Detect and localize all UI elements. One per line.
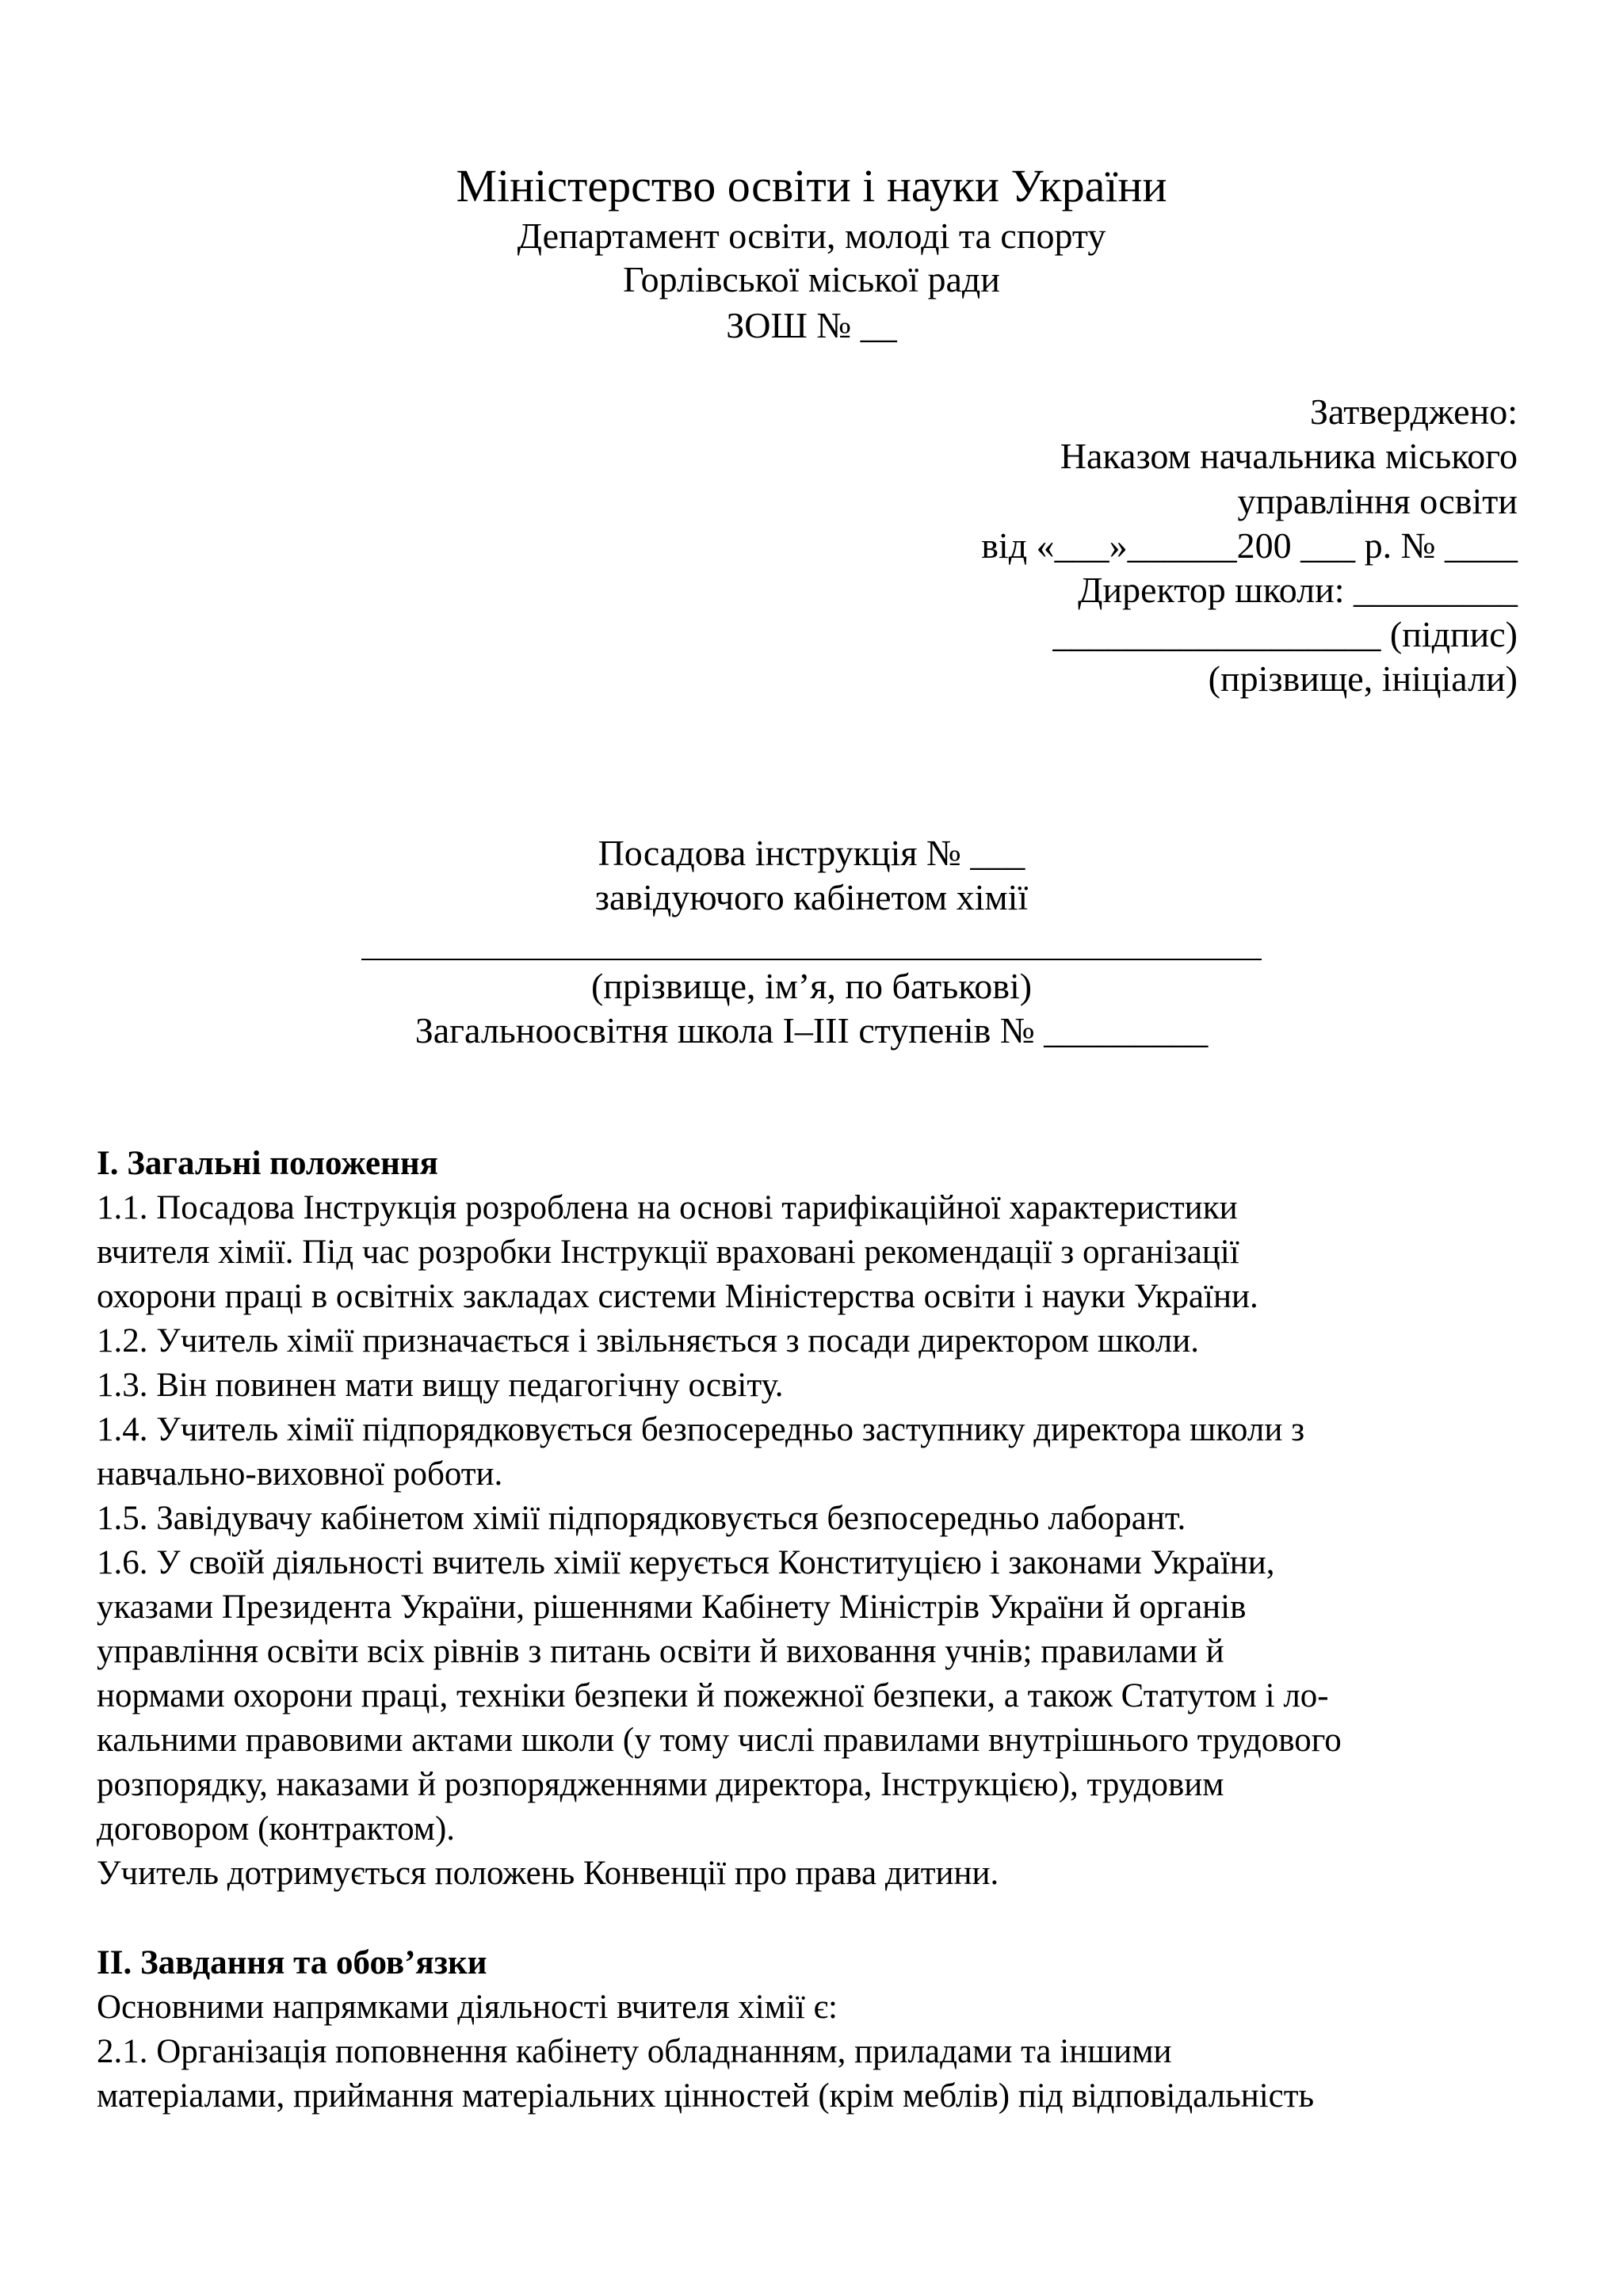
section1-line: кальними правовими актами школи (у тому числі правилами внутрішнього трудового (97, 1722, 1342, 1759)
section1-line: 1.5. Завідувачу кабінетом хімії підпорядковується безпосередньо лаборант. (97, 1500, 1186, 1537)
section1-line: розпорядку, наказами й розпорядженнями директора, Інструкцією), трудовим (97, 1766, 1224, 1803)
approval-order-line2: управління освіти (1237, 481, 1518, 521)
section1-line: вчителя хімії. Під час розробки Інструкції враховані рекомендації з організації (97, 1234, 1239, 1271)
school-line: Загальноосвітня школа I–III ступенів № _________ (414, 1010, 1209, 1051)
school-number: ЗОШ № __ (726, 305, 897, 345)
approval-date-line: від «___»______200 ___ р. № ____ (981, 525, 1518, 566)
section1-line: 1.6. У своїй діяльності вчитель хімії керується Конституцією і законами України, (97, 1544, 1275, 1581)
instruction-position: завідуючого кабінетом хімії (594, 877, 1029, 917)
section1-line: Учитель дотримується положень Конвенції про права дитини. (97, 1855, 999, 1892)
section1-line: охорони праці в освітніх закладах системи Міністерства освіти і науки України. (97, 1278, 1258, 1315)
section1-line: договором (контрактом). (97, 1810, 456, 1848)
section1-heading: I. Загальні положення (97, 1145, 438, 1182)
section1-line: нормами охорони праці, техніки безпеки й пожежної безпеки, а також Статутом і ло- (97, 1677, 1329, 1714)
section1-line: 1.2. Учитель хімії призначається і звільняється з посади директором школи. (97, 1322, 1199, 1360)
instruction-title: Посадова інструкція № ___ (598, 833, 1025, 873)
approval-signature-line: __________________ (підпис) (1052, 614, 1518, 654)
city-council-name: Горлівської міської ради (623, 259, 1000, 299)
section1-line: 1.4. Учитель хімії підпорядковується безпосередньо заступнику директора школи з (97, 1411, 1305, 1448)
section1-line: указами Президента України, рішеннями Кабінету Міністрів України й органів (97, 1589, 1247, 1626)
approval-label: Затверджено: (1309, 391, 1518, 432)
section1-line: 1.1. Посадова Інструкція розроблена на основі тарифікаційної характеристики (97, 1189, 1238, 1226)
section1-line: навчально-виховної роботи. (97, 1455, 503, 1493)
approval-order-line1: Наказом начальника міського (1060, 436, 1518, 476)
section2-heading: II. Завдання та обов’язки (97, 1944, 487, 1981)
ministry-title: Міністерство освіти і науки України (456, 160, 1167, 212)
section1-line: 1.3. Він повинен мати вищу педагогічну освіту. (97, 1367, 784, 1404)
section2-line: матеріалами, приймання матеріальних цінностей (крім меблів) під відповідальність (97, 2077, 1315, 2115)
section2-line: 2.1. Організація поповнення кабінету обладнанням, приладами та іншими (97, 2033, 1172, 2070)
section2-line: Основними напрямками діяльності вчителя хімії є: (97, 1989, 838, 2026)
fullname-caption: (прізвище, ім’я, по батькові) (590, 966, 1033, 1006)
fullname-blank-line (361, 959, 1262, 960)
department-name: Департамент освіти, молоді та спорту (517, 215, 1106, 256)
approval-name-caption: (прізвище, ініціали) (1208, 658, 1518, 699)
approval-director-line: Директор школи: _________ (1078, 570, 1518, 610)
section1-line: управління освіти всіх рівнів з питань освіти й виховання учнів; правилами й (97, 1633, 1224, 1670)
